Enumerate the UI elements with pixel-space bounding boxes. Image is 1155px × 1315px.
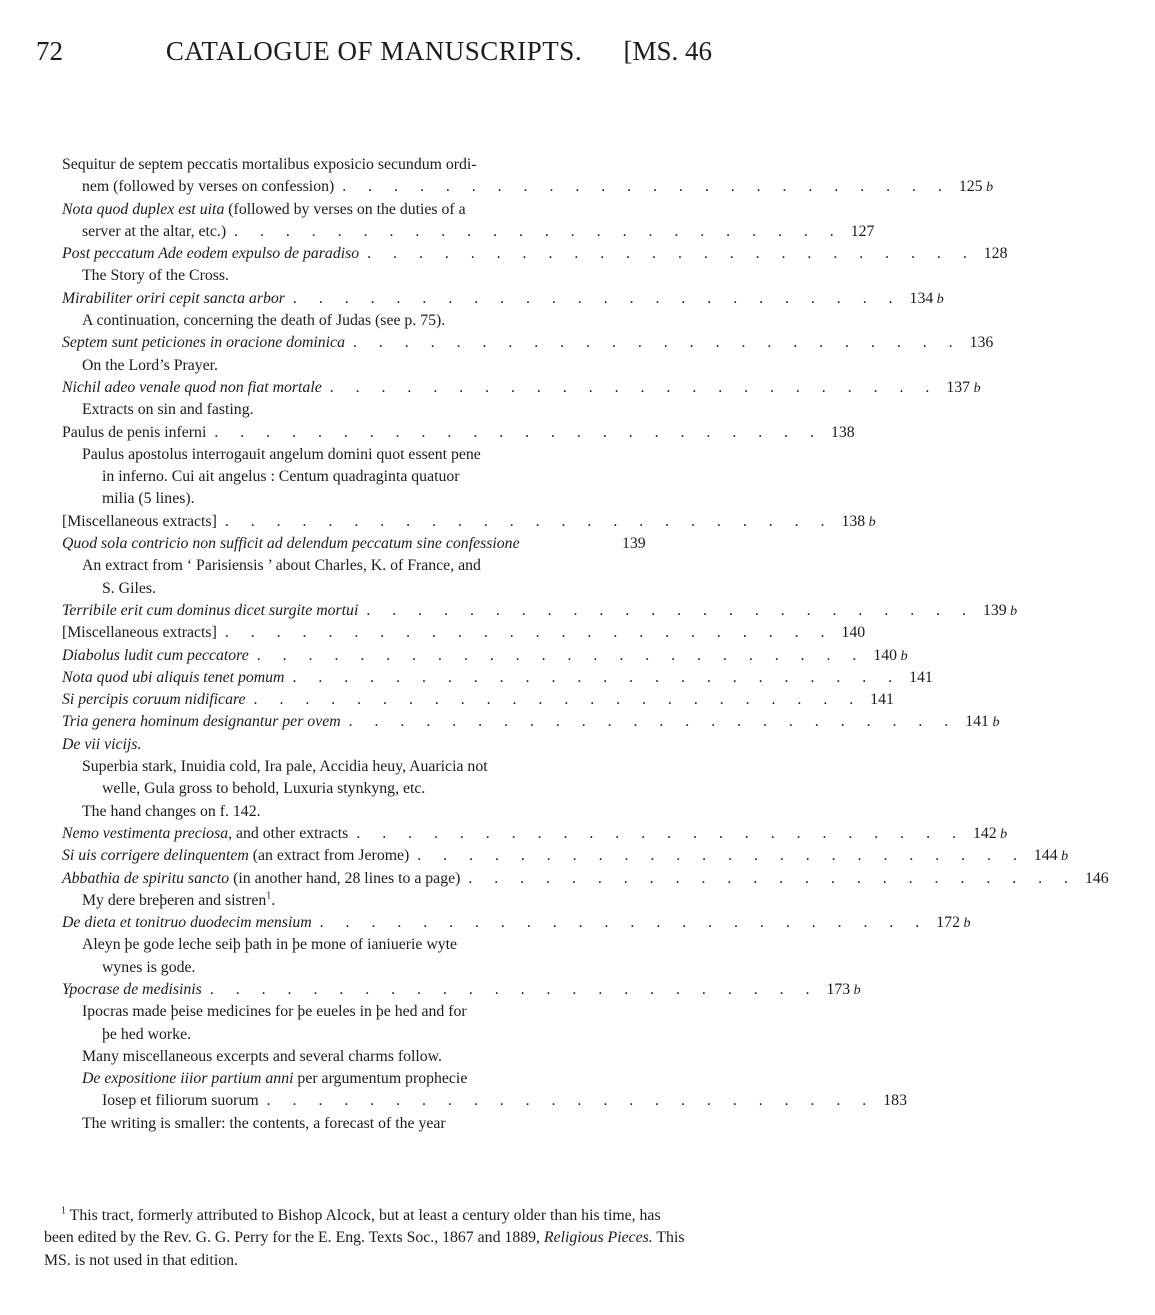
entry-title: [Miscellaneous extracts] — [62, 624, 217, 642]
leader-dots: . . . . . . . . . . . . . . . . . . . . . . . . — [266, 1092, 876, 1110]
entry-line — [62, 399, 692, 421]
entry-text — [62, 154, 477, 176]
entry-title: Mirabiliter oriri cepit sancta arbor — [62, 289, 285, 307]
leader-dots: . . . . . . . . . . . . . . . . . . . . . . . . — [367, 245, 976, 263]
entry-text — [62, 422, 206, 444]
entry-title: Terribile erit cum dominus dicet surgite mortui — [62, 601, 359, 619]
leader-dots: . . . . . . . . . . . . . . . . . . . . . . . . — [356, 824, 965, 842]
entry-title: Si uis corrigere delinquentem — [62, 847, 249, 865]
entry-title: Nota quod ubi aliquis tenet pomum — [62, 668, 285, 686]
leader-dots: . . . . . . . . . . . . . . . . . . . . . . . . — [417, 847, 1026, 865]
catalogue-entries — [62, 154, 1109, 1135]
entry-text — [82, 1068, 467, 1090]
entry-note: (an extract from Jerome) — [248, 847, 410, 865]
entry-text — [62, 868, 460, 890]
entry-line — [62, 488, 692, 510]
folio-number: 136 — [969, 334, 994, 352]
entry-text — [82, 890, 275, 912]
entry-note: . — [271, 891, 276, 909]
entry-line — [62, 734, 692, 756]
entry-text — [82, 1113, 446, 1135]
footnote-marker: 1 — [61, 1205, 66, 1217]
folio-number: 141 — [870, 691, 894, 709]
entry-text — [62, 645, 249, 667]
folio-number: 140 b — [873, 646, 908, 664]
entry-title: Si percipis coruum nidificare — [62, 691, 246, 709]
leader-dots: . . . . . . . . . . . . . . . . . . . . . . . . — [329, 378, 939, 396]
entry-line — [62, 1046, 692, 1068]
leader-dots: . . . . . . . . . . . . . . . . . . . . . . . . — [342, 178, 951, 196]
entry-line — [62, 1113, 692, 1135]
entry-title: milia (5 lines). — [102, 490, 195, 508]
folio-number: 128 — [983, 245, 1008, 263]
leader-dots: . . . . . . . . . . . . . . . . . . . . . . . . — [292, 668, 902, 686]
folio-number: 173 b — [826, 980, 861, 998]
footnote-italic-title: Religious Pieces. — [543, 1229, 653, 1247]
entry-line — [62, 689, 894, 711]
leader-dots: . . . . . . . . . . . . . . . . . . . . . . . . — [292, 289, 902, 307]
entry-line — [62, 868, 1109, 890]
folio-number: 138 b — [841, 512, 876, 530]
entry-line — [62, 154, 692, 176]
footnote-reference: 1 — [266, 890, 272, 902]
entry-title: Nemo vestimenta preciosa, — [62, 824, 233, 842]
folio-number: 183 — [883, 1092, 907, 1110]
entry-text — [102, 778, 425, 800]
entry-title: Paulus de penis inferni — [62, 423, 207, 441]
entry-text — [82, 399, 254, 421]
entry-line — [62, 511, 876, 533]
entry-line — [62, 199, 692, 221]
running-header — [36, 36, 712, 70]
leader-dots: . . . . . . . . . . . . . . . . . . . . . . . . — [224, 624, 834, 642]
leader-dots: . . . . . . . . . . . . . . . . . . . . . . . . — [348, 713, 958, 731]
entry-text — [62, 979, 202, 1001]
entry-note: (in another hand, 28 lines to a page) — [229, 869, 461, 887]
leader-dots: . . . . . . . . . . . . . . . . . . . . . . . . — [366, 601, 975, 619]
entry-text — [102, 578, 156, 600]
entry-line — [62, 555, 692, 577]
entry-text — [102, 466, 460, 488]
entry-title: þe hed worke. — [102, 1025, 192, 1043]
entry-text — [62, 711, 341, 733]
entry-title: Paulus apostolus interrogauit angelum domini quot essent pene — [82, 445, 481, 463]
entry-line — [62, 377, 981, 399]
entry-note: and other extracts — [232, 824, 349, 842]
entry-line — [62, 823, 1008, 845]
leader-dots: . . . . . . . . . . . . . . . . . . . . . . . . — [352, 334, 962, 352]
entry-text — [62, 667, 284, 689]
entry-line — [62, 957, 692, 979]
leader-dots: . . . . . . . . . . . . . . . . . . . . . . . . — [209, 980, 819, 998]
entry-line — [62, 645, 908, 667]
entry-text — [82, 221, 226, 243]
folio-number: 146 — [1085, 869, 1109, 887]
entry-title: nem (followed by verses on confession) — [82, 178, 335, 196]
entry-title: [Miscellaneous extracts] — [62, 512, 217, 530]
entry-line — [62, 310, 692, 332]
folio-number: 134 b — [909, 289, 944, 307]
entry-text — [82, 355, 218, 377]
folio-number: 141 — [909, 668, 933, 686]
entry-line — [62, 1024, 692, 1046]
entry-text — [82, 756, 488, 778]
entry-title: Extracts on sin and fasting. — [82, 401, 254, 419]
entry-title: Nota quod duplex est uita — [62, 200, 225, 218]
entry-title: S. Giles. — [102, 579, 156, 597]
entry-title: server at the altar, etc.) — [82, 222, 227, 240]
entry-title: An extract from ‘ Parisiensis ’ about Charles, K. of France, and — [82, 557, 481, 575]
folio-number: 138 — [830, 423, 855, 441]
entry-title: wynes is gode. — [102, 958, 196, 976]
entry-line — [62, 1090, 907, 1112]
entry-text — [82, 444, 481, 466]
folio-number: 172 b — [936, 914, 971, 932]
entry-title: Iosep et filiorum suorum — [102, 1092, 259, 1110]
entry-line — [62, 265, 692, 287]
folio-number: 139 — [622, 535, 646, 553]
entry-line — [62, 1068, 692, 1090]
folio-number: 125 b — [958, 178, 994, 196]
entry-title: The hand changes on f. 142. — [82, 802, 261, 820]
entry-title: A continuation, concerning the death of Judas (see p. 75). — [82, 312, 446, 330]
entry-title: The writing is smaller: the contents, a forecast of the year — [82, 1114, 446, 1132]
entry-title: Ipocras made þeise medicines for þe eueles in þe hed and for — [82, 1003, 467, 1021]
entry-title: Aleyn þe gode leche seiþ þath in þe mone of ianiuerie wyte — [82, 936, 458, 954]
entry-line — [62, 444, 692, 466]
entry-title: De vii vicijs. — [62, 735, 142, 753]
entry-note: (followed by verses on the duties of a — [224, 200, 466, 218]
entry-title: De dieta et tonitruo duodecim mensium — [62, 914, 312, 932]
entry-text — [62, 511, 217, 533]
entry-title: On the Lord’s Prayer. — [82, 356, 219, 374]
folio-number: 140 — [841, 624, 866, 642]
entry-text — [102, 488, 195, 510]
folio-number: 127 — [850, 222, 875, 240]
entry-text — [82, 555, 481, 577]
entry-line — [62, 176, 994, 198]
entry-line — [62, 600, 1018, 622]
entry-title: Tria genera hominum designantur per ovem — [62, 713, 341, 731]
entry-line — [62, 1001, 692, 1023]
entry-text — [62, 243, 359, 265]
footnote-text: This tract, formerly attributed to Bishop Alcock, but at least a century older than his time, has been edited by the Rev. G. G. Perry for the E. Eng. Texts Soc., 1867 and 1889, — [44, 1207, 661, 1247]
entry-line — [62, 801, 692, 823]
entry-text — [102, 1090, 259, 1112]
entry-line — [62, 422, 855, 444]
entry-text — [82, 310, 445, 332]
entry-line — [62, 243, 1008, 265]
leader-dots: . . . . . . . . . . . . . . . . . . . . . . . . — [256, 646, 866, 664]
entry-text — [62, 622, 217, 644]
entry-line — [62, 622, 866, 644]
entry-title: The Story of the Cross. — [82, 267, 229, 285]
entry-text — [102, 957, 195, 979]
entry-line — [62, 332, 994, 354]
entry-note: per argumentum prophecie — [293, 1070, 468, 1088]
entry-title: Post peccatum Ade eodem expulso de paradiso — [62, 245, 360, 263]
entry-text — [62, 600, 358, 622]
entry-title: Nichil adeo venale quod non fiat mortale — [62, 378, 322, 396]
leader-dots: . . . . . . . . . . . . . . . . . . . . . . . . — [234, 222, 843, 240]
entry-title: Sequitur de septem peccatis mortalibus exposicio secundum ordi- — [62, 156, 477, 173]
entry-text — [62, 689, 246, 711]
entry-title: Quod sola contricio non sufficit ad delendum peccatum sine confessione — [62, 535, 520, 553]
entry-title: My dere breþeren and sistren — [82, 891, 267, 909]
folio-number: 139 b — [982, 601, 1018, 619]
entry-line — [62, 466, 692, 488]
entry-title: Many miscellaneous excerpts and several charms follow. — [82, 1047, 442, 1065]
folio-number: 137 b — [946, 378, 981, 396]
entry-line — [62, 756, 692, 778]
entry-text — [62, 823, 348, 845]
leader-dots: . . . . . . . . . . . . . . . . . . . . . . . . — [468, 869, 1077, 887]
entry-line — [62, 711, 1000, 733]
entry-line — [62, 778, 692, 800]
entry-line — [62, 934, 692, 956]
entry-text — [82, 934, 457, 956]
entry-line — [62, 979, 861, 1001]
entry-title: De expositione iiior partium anni — [82, 1070, 294, 1088]
entry-line — [62, 890, 692, 912]
folio-number: 142 b — [972, 824, 1008, 842]
folio-number: 144 b — [1033, 847, 1069, 865]
entry-title: Diabolus ludit cum peccatore — [62, 646, 249, 664]
entry-text — [102, 1024, 191, 1046]
entry-line — [62, 912, 971, 934]
entry-text — [82, 1001, 467, 1023]
entry-line — [62, 667, 933, 689]
entry-title: Abbathia de spiritu sancto — [62, 869, 230, 887]
entry-text — [62, 912, 312, 934]
page-title: CATALOGUE OF MANUSCRIPTS. — [165, 36, 583, 66]
entry-title: Superbia stark, Inuidia cold, Ira pale, Accidia heuy, Auaricia not — [82, 758, 488, 776]
entry-title: in inferno. Cui ait angelus : Centum quadraginta quatuor — [102, 468, 460, 486]
entry-text — [62, 332, 345, 354]
manuscript-reference: [MS. 46 — [623, 36, 712, 66]
leader-dots: . . . . . . . . . . . . . . . . . . . . . . . . — [224, 512, 834, 530]
entry-text — [62, 377, 322, 399]
leader-dots: . . . . . . . . . . . . . . . . . . . . . . . . — [253, 691, 863, 709]
entry-text — [62, 734, 141, 756]
entry-text — [82, 176, 334, 198]
entry-title: Septem sunt peticiones in oracione dominica — [62, 334, 345, 352]
entry-line — [62, 355, 692, 377]
leader-dots: . . . . . . . . . . . . . . . . . . . . . . . . — [214, 423, 823, 441]
entry-line — [62, 288, 944, 310]
entry-line — [62, 221, 875, 243]
entry-text — [82, 1046, 442, 1068]
footnote — [44, 1205, 688, 1272]
entry-title: Ypocrase de medisinis — [62, 980, 202, 998]
entry-text — [62, 533, 520, 555]
leader-dots: . . . . . . . . . . . . . . . . . . . . . . . . — [319, 914, 929, 932]
page-number: 72 — [36, 36, 63, 66]
entry-line — [62, 533, 692, 555]
entry-line — [62, 845, 1069, 867]
entry-line — [62, 578, 692, 600]
folio-number: 141 b — [965, 713, 1000, 731]
entry-text — [62, 845, 409, 867]
entry-text — [82, 801, 261, 823]
entry-title: welle, Gula gross to behold, Luxuria stynkyng, etc. — [102, 780, 426, 798]
entry-text — [62, 288, 285, 310]
footnote-tail: This MS. is not used in that edition. — [44, 1229, 685, 1269]
entry-text — [82, 265, 229, 287]
entry-text — [62, 199, 466, 221]
